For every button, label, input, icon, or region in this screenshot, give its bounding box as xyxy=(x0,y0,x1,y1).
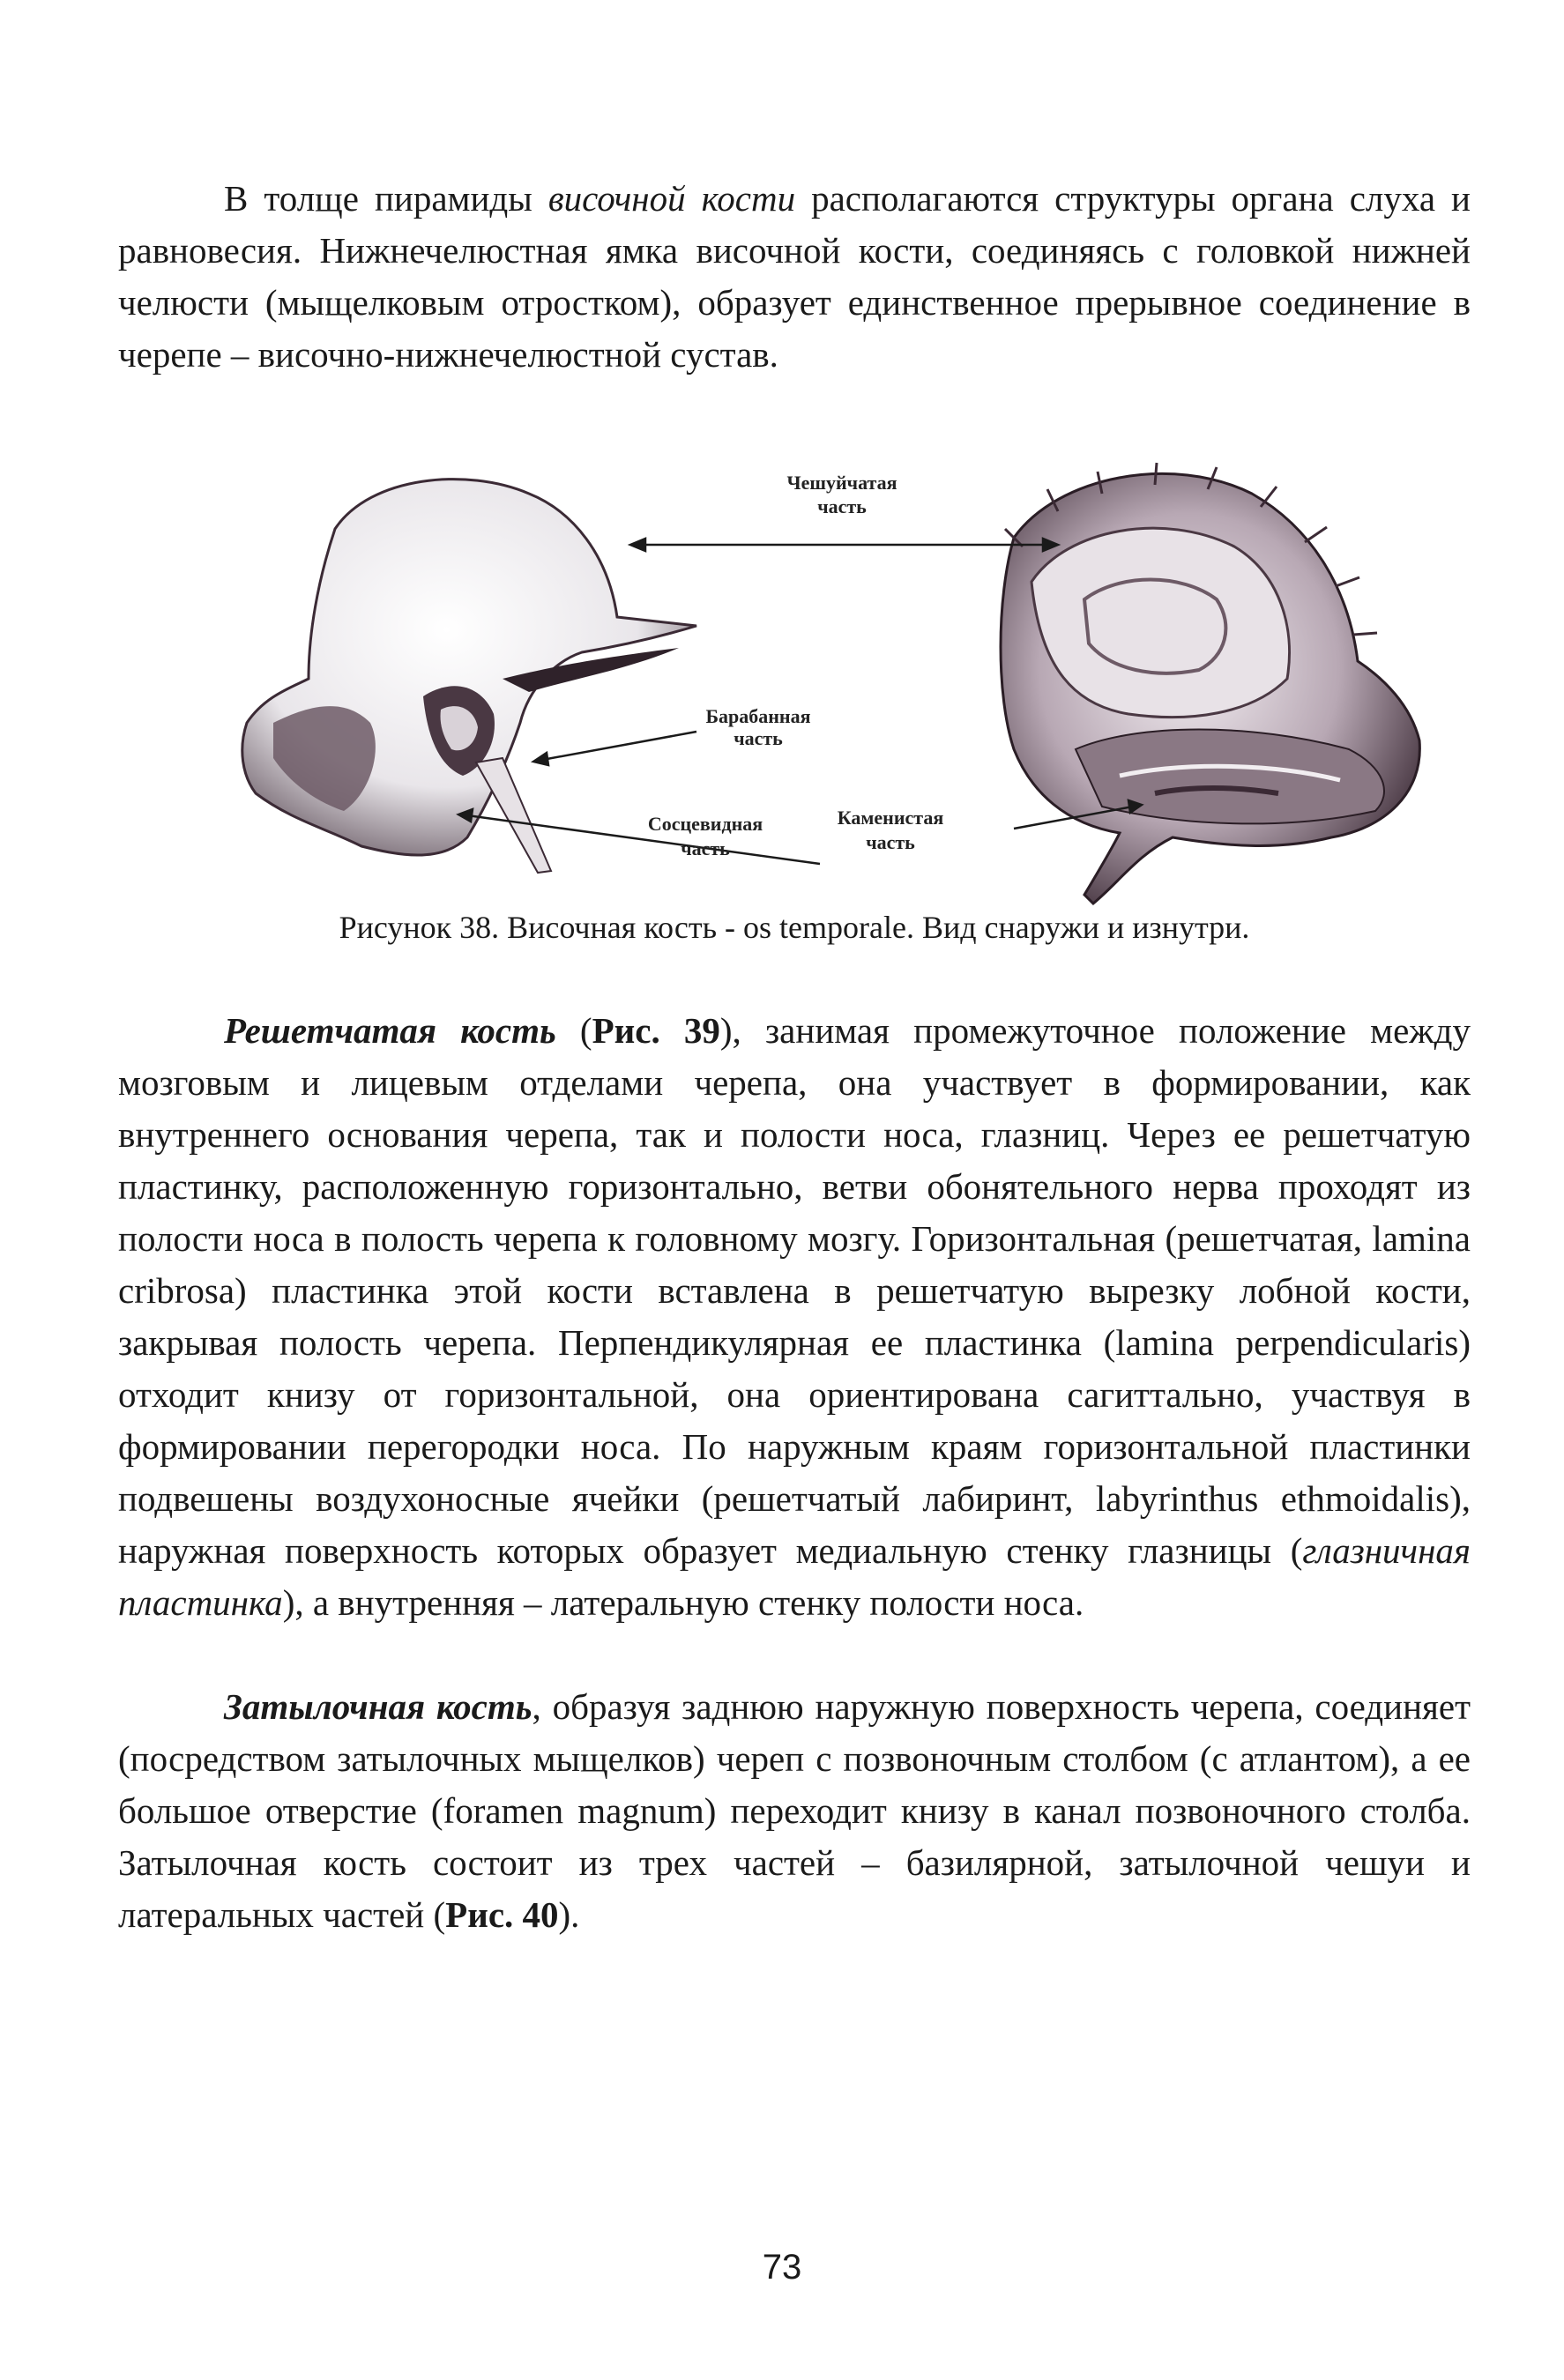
temporal-bone-internal-view xyxy=(1001,463,1419,904)
label-tympanic-line2: часть xyxy=(734,727,783,749)
figure-temporal-bone xyxy=(238,458,1463,917)
label-petrous-line1: Каменистая xyxy=(837,807,944,829)
term-occipital-bone: Затылочная кость xyxy=(224,1686,533,1727)
figure-ref-40[interactable]: Рис. 40 xyxy=(445,1894,559,1935)
page-number: 73 xyxy=(762,2248,802,2287)
figure-ref-39[interactable]: Рис. 39 xyxy=(592,1010,720,1051)
label-mastoid-line2: часть xyxy=(681,837,730,859)
figure-caption: Рисунок 38. Височная кость - os temporale. Вид снаружи и изнутри. xyxy=(339,910,1250,945)
label-mastoid-line1: Сосцевидная xyxy=(647,813,763,835)
term-orbital-plate: глазничная пластинка xyxy=(118,1530,1471,1623)
temporal-bone-illustration xyxy=(238,458,1463,917)
paragraph-ethmoid-bone: Решетчатая кость (Рис. 39), занимая промежуточное положение между мозговым и лицевым отделами черепа, она участвует в формировании, как внутреннего основания черепа, так и полости носа, глазниц. Через ее решетчатую пластинку, расположенную горизонтально, ветви обонятельного нерва проходят из полости носа в полость черепа к головному мозгу. Горизонтальная (решетчатая, lamina cribrosa) пластинка этой кости вставлена в решетчатую вырезку лобной кости, закрывая полость черепа. Перпендикулярная ее пластинка (lamina perpendicularis) отходит книзу от горизонтальной, она ориентирована сагиттально, участвуя в формировании перегородки носа. По наружным краям горизонтальной пластинки подвешены воздухоносные ячейки (решетчатый лабиринт, labyrinthus ethmoidalis), наружная поверхность которых образует медиальную стенку глазницы (глазничная пластинка), а внутренняя – латеральную стенку полости носа. xyxy=(118,1010,1471,1623)
term-ethmoid-bone: Решетчатая кость xyxy=(224,1010,556,1051)
label-squamous-line2: часть xyxy=(817,495,867,517)
paragraph-temporal-bone: В толще пирамиды височной кости располагаются структуры органа слуха и равновесия. Нижнечелюстная ямка височной кости, соединяясь с головкой нижней челюсти (мыщелковым отростком), образует единственное прерывное соединение в черепе – височно-нижнечелюстной сустав. xyxy=(118,178,1471,375)
paragraph-occipital-bone: Затылочная кость, образуя заднюю наружную поверхность черепа, соединяет (посредством затылочных мыщелков) череп с позвоночным столбом (с атлантом), а ее большое отверстие (foramen magnum) переходит книзу в канал позвоночного столба. Затылочная кость состоит из трех частей – базилярной, затылочной чешуи и латеральных частей (Рис. 40). xyxy=(118,1686,1471,1935)
label-petrous-line2: часть xyxy=(866,831,915,853)
label-tympanic-line1: Барабанная xyxy=(705,705,811,727)
label-squamous-line1: Чешуйчатая xyxy=(786,472,897,494)
term-temporal-bone: височной кости xyxy=(547,178,796,219)
